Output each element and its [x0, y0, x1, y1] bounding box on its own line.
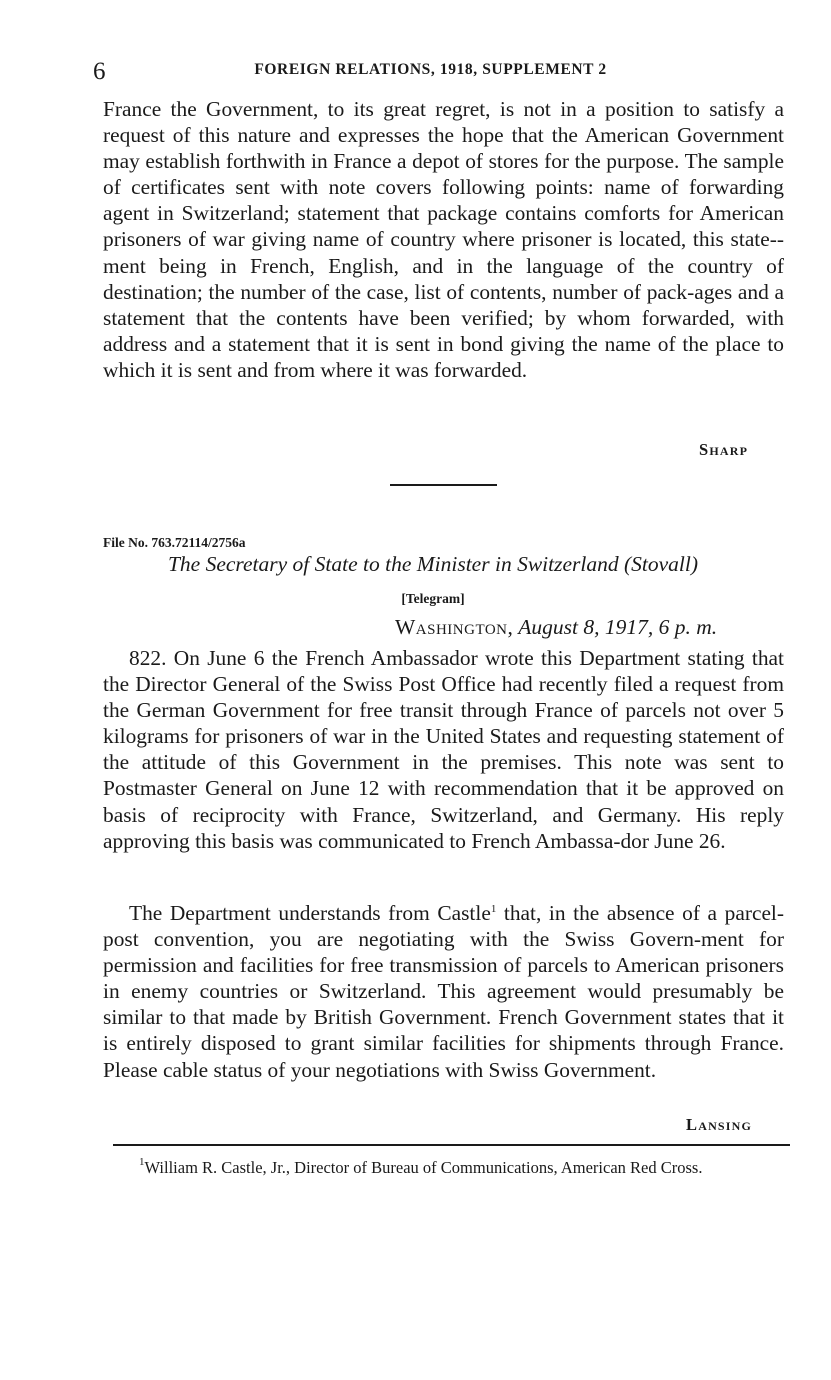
dateline-comma: ,: [507, 615, 519, 639]
document-title-text: The Secretary of State to the Minister in Switzerland: [167, 552, 619, 576]
paragraph2-text-end: that, in the absence of a parcel-post convention, you are negotiating with the Swiss Govern-ment for permission and facilities for free transmission of parcels to American prisoners in enemy countries or Switzerland. This agreement would presumably be similar to that made by British Government. French Government states that it is entirely disposed to grant similar facilities for shipments through France. Please cable status of your negotiations with Swiss Government.: [103, 901, 785, 1082]
signature-sharp: Sharp: [699, 440, 749, 459]
footnote-text: William R. Castle, Jr., Director of Bureau of Communications, American Red Cross.: [144, 1158, 703, 1177]
document-title-recipient: (Stovall): [623, 552, 699, 576]
footnote-reference: 1: [490, 903, 497, 915]
signature-lansing: Lansing: [686, 1115, 753, 1134]
document-title: [0, 552, 831, 577]
document-type: [Telegram]: [401, 591, 465, 606]
section-divider: [390, 484, 497, 486]
dateline-date: August 8, 1917, 6 p. m.: [518, 615, 718, 639]
footnote-marker: 1: [139, 1156, 145, 1168]
footnote-rule: [113, 1144, 790, 1146]
continuation-paragraph: France the Government, to its great regret, is not in a position to satisfy a request of this nature and expresses the hope that the American Government may establish forthwith in France a depot of stores for the purpose. The sample of certificates sent with note covers following points: name of forwarding agent in Switzerland; statement that package contains comforts for American prisoners of war giving name of country where prisoner is located, this state-ment being in French, English, and in the language of the country of destination; the number of the case, list of contents, number of pack-ages and a statement that the contents have been verified; by whom forwarded, with address and a statement that it is sent in bond giving the name of the place to which it is sent and from where it was forwarded.: [103, 97, 784, 382]
dateline: [395, 615, 717, 640]
file-number: File No. 763.72114/2756a: [103, 535, 246, 550]
body-paragraph-2: [103, 900, 784, 1083]
footnote-1: [113, 1158, 794, 1179]
body-paragraph-1: 822. On June 6 the French Ambassador wrote this Department stating that the Director General of the Swiss Post Office had recently filed a request from the German Government for free transit through France of parcels not over 5 kilograms for prisoners of war in the United States and requesting statement of the attitude of this Government in the premises. This note was sent to Postmaster General on June 12 with recommendation that it be approved on basis of reciprocity with France, Switzerland, and Germany. His reply approving this basis was communicated to French Ambassa-dor June 26.: [103, 646, 784, 853]
paragraph2-text-start: The Department understands from Castle: [129, 901, 491, 925]
running-title: FOREIGN RELATIONS, 1918, SUPPLEMENT 2: [254, 61, 607, 78]
dateline-place: Washington: [395, 615, 508, 639]
page-number: 6: [93, 58, 106, 85]
